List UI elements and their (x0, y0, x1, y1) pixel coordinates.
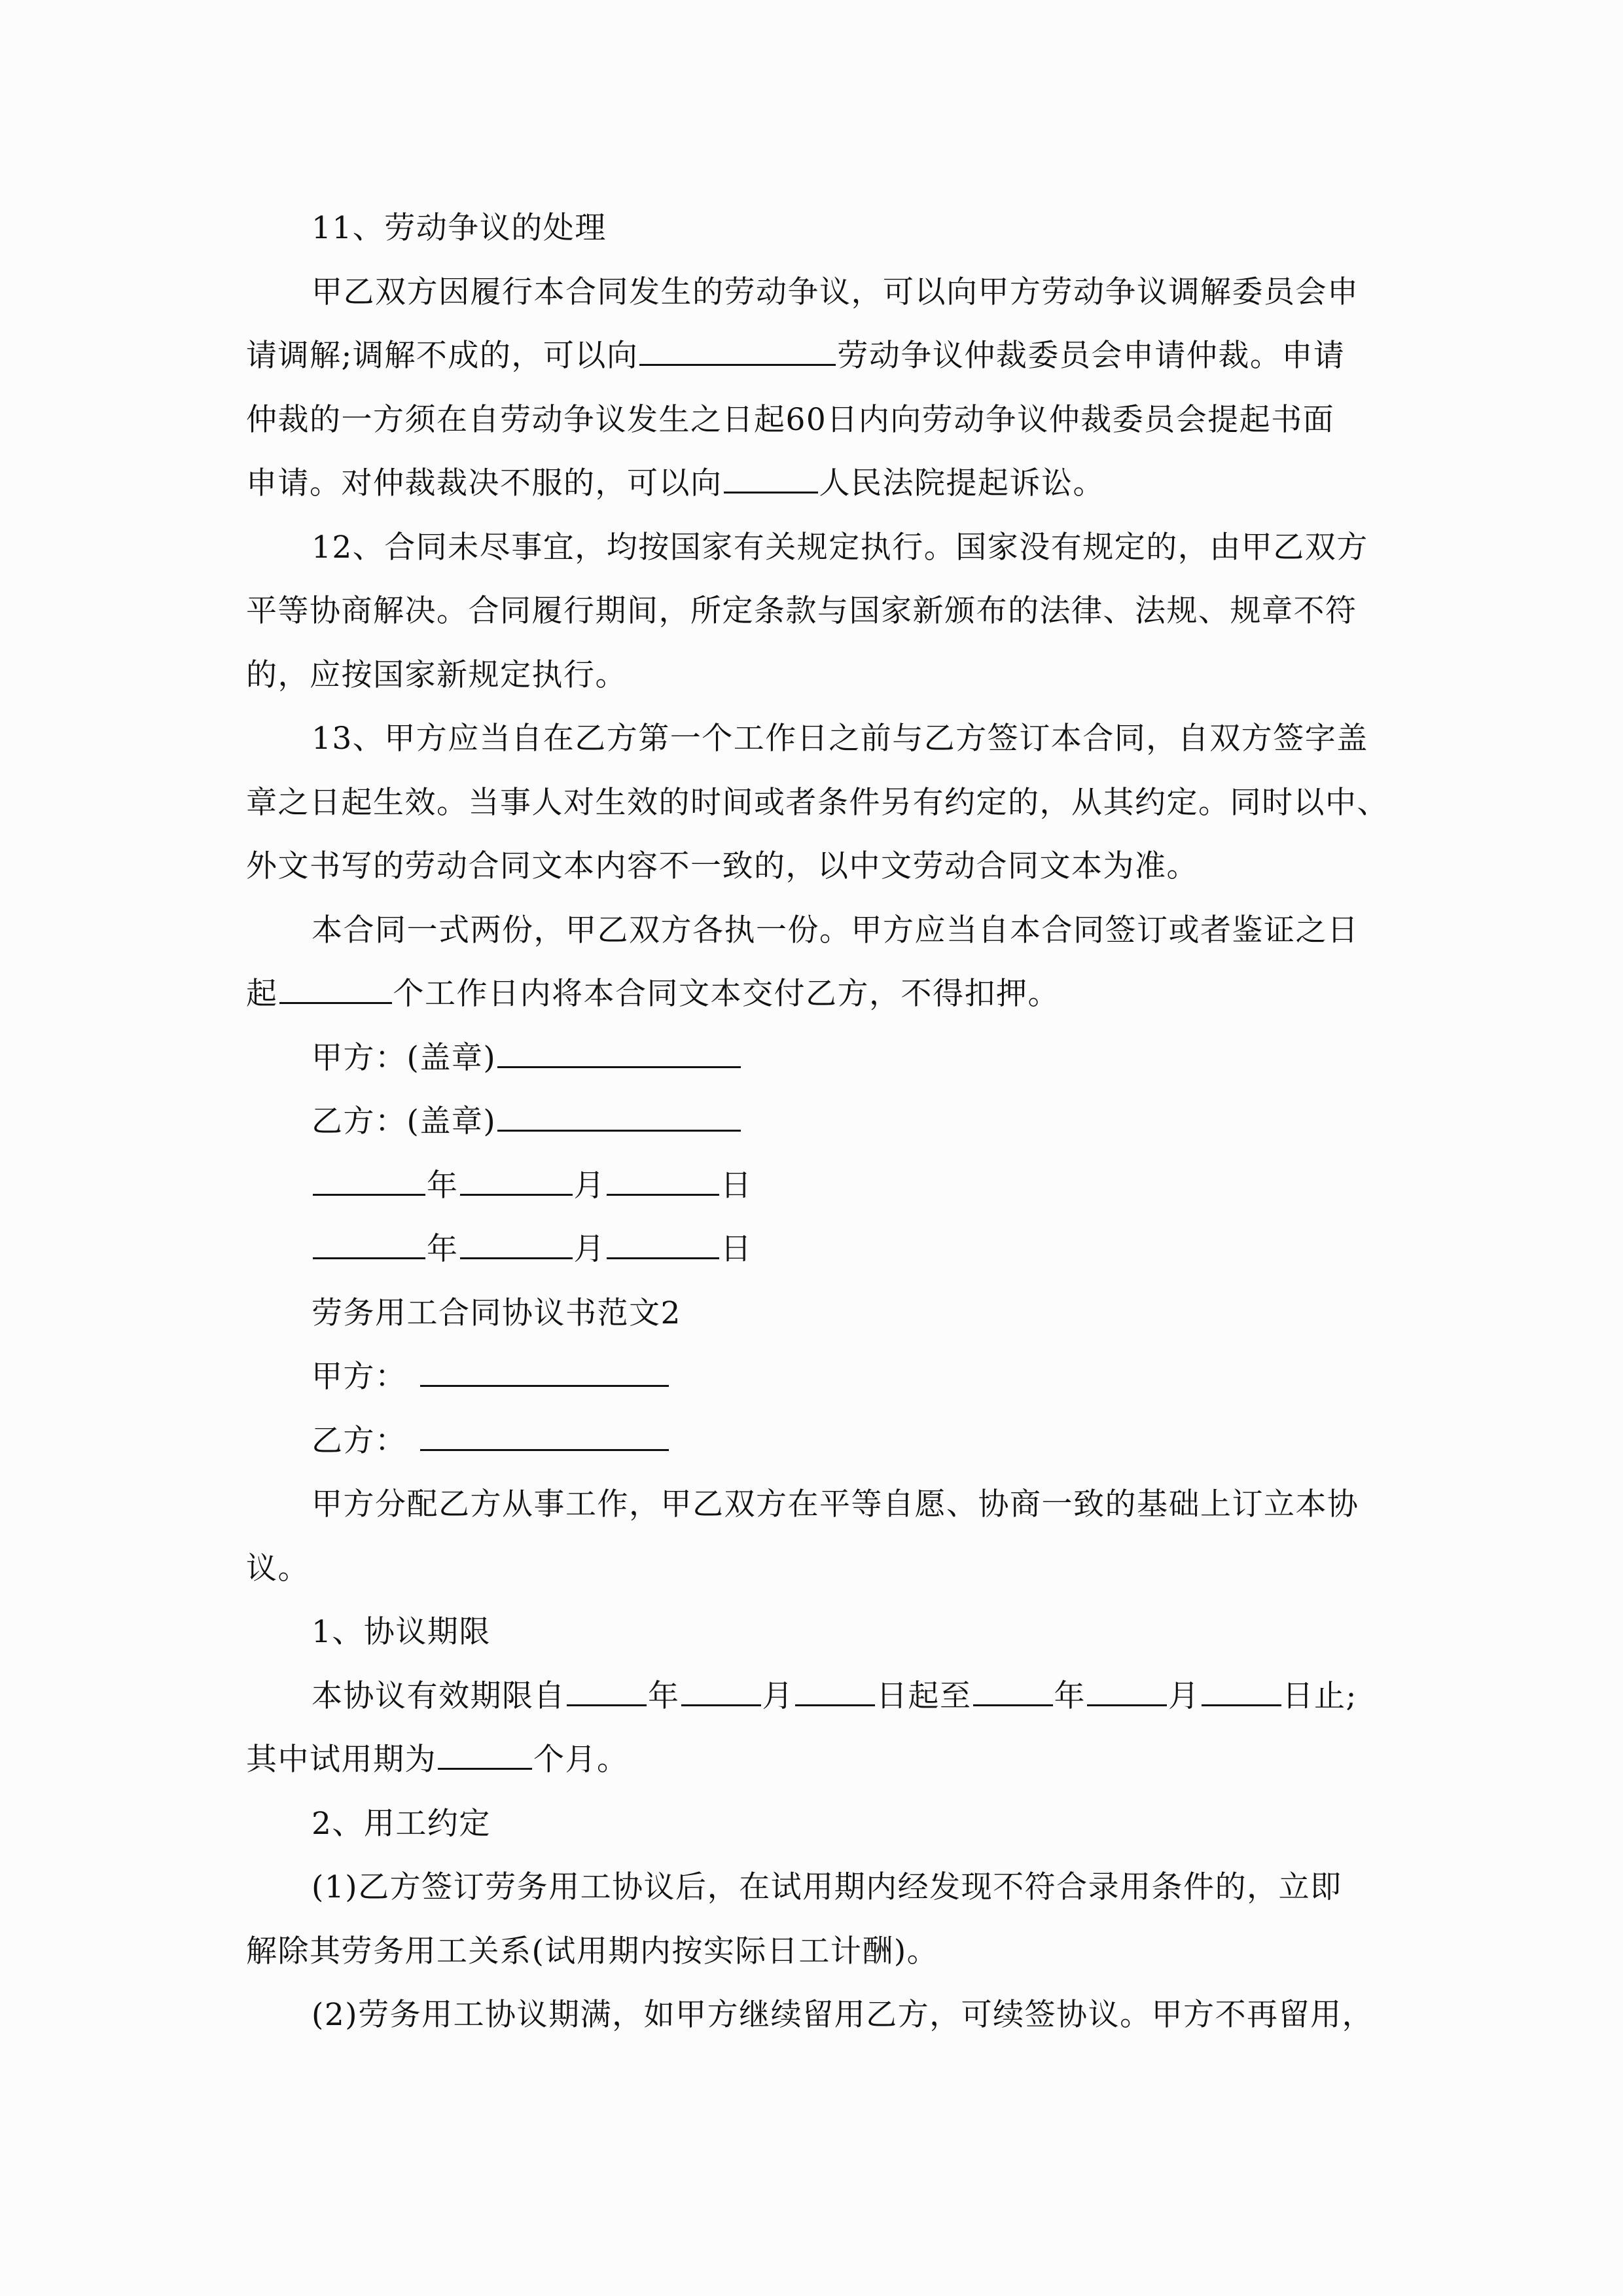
section-heading: 11、劳动争议的处理 (312, 210, 607, 246)
paragraph-line: 议。 (246, 1550, 310, 1587)
sample-title: 劳务用工合同协议书范文2 (312, 1295, 681, 1331)
month-blank[interactable] (460, 1170, 573, 1196)
paragraph-line: 请调解;调解不成的，可以向 劳动争议仲裁委员会申请仲裁。申请 (246, 338, 1346, 374)
paragraph-line: 申请。对仲裁裁决不服的，可以向 人民法院提起诉讼。 (246, 465, 1105, 501)
signature-blank[interactable] (497, 1043, 741, 1068)
section-heading: 2、用工约定 (312, 1805, 491, 1842)
signature-line-party-b: 乙方：(盖章) (246, 1090, 1378, 1154)
party-b-blank[interactable] (420, 1426, 669, 1451)
date-line: 年 月 日 (246, 1154, 1378, 1218)
paragraph-line: 平等协商解决。合同履行期间，所定条款与国家新颁布的法律、法规、规章不符 (246, 593, 1357, 629)
year-blank[interactable] (313, 1234, 425, 1259)
day-blank[interactable] (607, 1234, 719, 1259)
end-day-blank[interactable] (1202, 1681, 1281, 1706)
paragraph-line: 的，应按国家新规定执行。 (246, 656, 627, 693)
party-a-blank[interactable] (420, 1361, 669, 1387)
section-heading: 1、协议期限 (312, 1614, 491, 1650)
paragraph-line: 甲乙双方因履行本合同发生的劳动争议，可以向甲方劳动争议调解委员会申 (312, 274, 1359, 310)
paragraph-line: 外文书写的劳动合同文本内容不一致的，以中文劳动合同文本为准。 (246, 848, 1198, 884)
paragraph-line: 13、甲方应当自在乙方第一个工作日之前与乙方签订本合同，自双方签字盖 (312, 721, 1368, 757)
start-year-blank[interactable] (567, 1681, 647, 1706)
probation-months-blank[interactable] (438, 1744, 532, 1770)
paragraph-line: (2)劳务用工协议期满，如甲方继续留用乙方，可续签协议。甲方不再留用， (312, 1997, 1374, 2033)
day-blank[interactable] (607, 1170, 719, 1196)
paragraph-line: 12、合同未尽事宜，均按国家有关规定执行。国家没有规定的，由甲乙双方 (312, 529, 1368, 565)
fill-in-blank[interactable] (639, 340, 836, 366)
paragraph-line: 本合同一式两份，甲乙双方各执一份。甲方应当自本合同签订或者鉴证之日 (312, 912, 1359, 948)
paragraph-line: (1)乙方签订劳务用工协议后，在试用期内经发现不符合录用条件的，立即 (312, 1869, 1342, 1905)
month-blank[interactable] (460, 1234, 573, 1259)
paragraph-line: 章之日起生效。当事人对生效的时间或者条件另有约定的，从其约定。同时以中、 (246, 784, 1389, 821)
date-line: 年 月 日 (246, 1217, 1378, 1282)
fill-in-blank[interactable] (724, 468, 818, 493)
end-year-blank[interactable] (973, 1681, 1053, 1706)
paragraph-line: 甲方分配乙方从事工作，甲乙双方在平等自愿、协商一致的基础上订立本协 (312, 1486, 1359, 1522)
paragraph-line: 本协议有效期限自 年 月 日起至 年 月 日止; (312, 1677, 1357, 1714)
year-blank[interactable] (313, 1170, 425, 1196)
party-a-line: 甲方： (246, 1345, 1378, 1409)
fill-in-blank[interactable] (279, 978, 392, 1004)
document-page (246, 196, 1389, 2047)
start-day-blank[interactable] (795, 1681, 875, 1706)
paragraph-line: 仲裁的一方须在自劳动争议发生之日起60日内向劳动争议仲裁委员会提起书面 (246, 401, 1335, 438)
paragraph-line: 起 个工作日内将本合同文本交付乙方，不得扣押。 (246, 976, 1060, 1012)
paragraph-line: 解除其劳务用工关系(试用期内按实际日工计酬)。 (246, 1933, 939, 1969)
paragraph-line: 其中试用期为 个月。 (246, 1742, 629, 1778)
signature-blank[interactable] (497, 1106, 741, 1132)
party-b-line: 乙方： (246, 1409, 1378, 1473)
start-month-blank[interactable] (681, 1681, 761, 1706)
end-month-blank[interactable] (1087, 1681, 1167, 1706)
signature-line-party-a: 甲方：(盖章) (246, 1026, 1378, 1090)
